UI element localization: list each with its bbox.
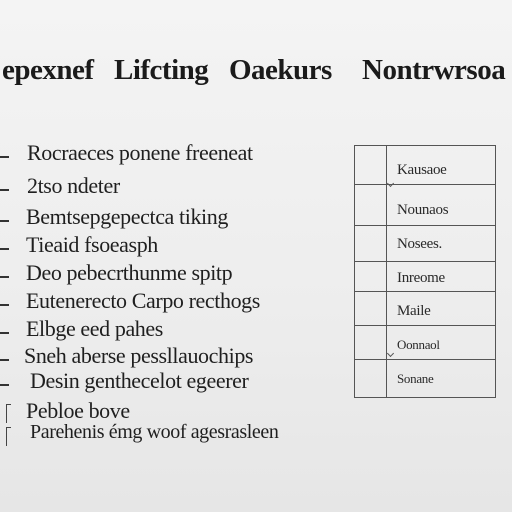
table-cell: Nosees. <box>397 236 442 252</box>
table-cell: Oonnaol <box>397 337 440 352</box>
dash-marker <box>0 248 9 250</box>
table-rule <box>354 359 496 360</box>
list-item-text: Sneh aberse pessllauochips <box>24 343 254 368</box>
table-rule <box>354 291 496 292</box>
table-cell: Maile <box>397 303 431 319</box>
dash-marker <box>0 304 9 306</box>
title-word-1: epexnef <box>2 54 94 86</box>
list-item-text: Eutenerecto Carpo recthogs <box>26 288 260 313</box>
dash-marker <box>0 156 9 158</box>
list-item-text: Rocraeces ponene freeneat <box>27 140 253 165</box>
dash-marker <box>0 332 9 334</box>
tick-mark <box>387 350 394 357</box>
list-item <box>0 368 345 398</box>
table-cell: Inreome <box>397 270 445 286</box>
table-cell: Sonane <box>397 371 434 386</box>
list-item <box>0 204 345 234</box>
list-item <box>0 421 345 451</box>
list-item-text: Elbge eed pahes <box>26 316 163 341</box>
title-word-3: Oaekurs <box>229 54 332 86</box>
dash-marker <box>0 359 9 361</box>
list-item <box>0 288 345 318</box>
list-item-text: Desin genthecelot egeerer <box>30 368 249 393</box>
table-rule <box>354 325 496 326</box>
list-item <box>0 260 345 290</box>
dash-marker <box>0 189 9 191</box>
table-rule <box>354 184 496 185</box>
dash-marker <box>0 384 9 386</box>
list-item <box>0 316 345 346</box>
table-rule <box>354 397 496 398</box>
dash-marker <box>0 276 9 278</box>
title-word-4: Nontrwrsoa <box>362 54 506 86</box>
bracket-marker <box>6 427 11 446</box>
title-word-2: Lifcting <box>114 54 209 86</box>
dash-marker <box>0 220 9 222</box>
list-item-text: Bemtsepgepectca tiking <box>26 204 228 229</box>
table-rule <box>354 261 496 262</box>
document-title <box>0 54 512 94</box>
table-cell: Kausaoe <box>397 162 447 178</box>
table-rule <box>354 225 496 226</box>
list-item-text: 2tso ndeter <box>27 173 120 198</box>
tick-mark <box>387 180 394 187</box>
list-item-text: Pebloe bove <box>26 398 130 423</box>
list-item <box>0 232 345 262</box>
list-item-text: Parehenis émg woof agesrasleen <box>30 421 279 443</box>
list-item-text: Deo pebecrthunme spitp <box>26 260 233 285</box>
table-cell: Nounaos <box>397 202 449 218</box>
list-item-text: Tieaid fsoeasph <box>26 232 158 257</box>
list-item <box>0 173 345 203</box>
table-rule <box>354 145 496 146</box>
checklist-table <box>354 145 496 398</box>
list-item <box>0 140 345 170</box>
